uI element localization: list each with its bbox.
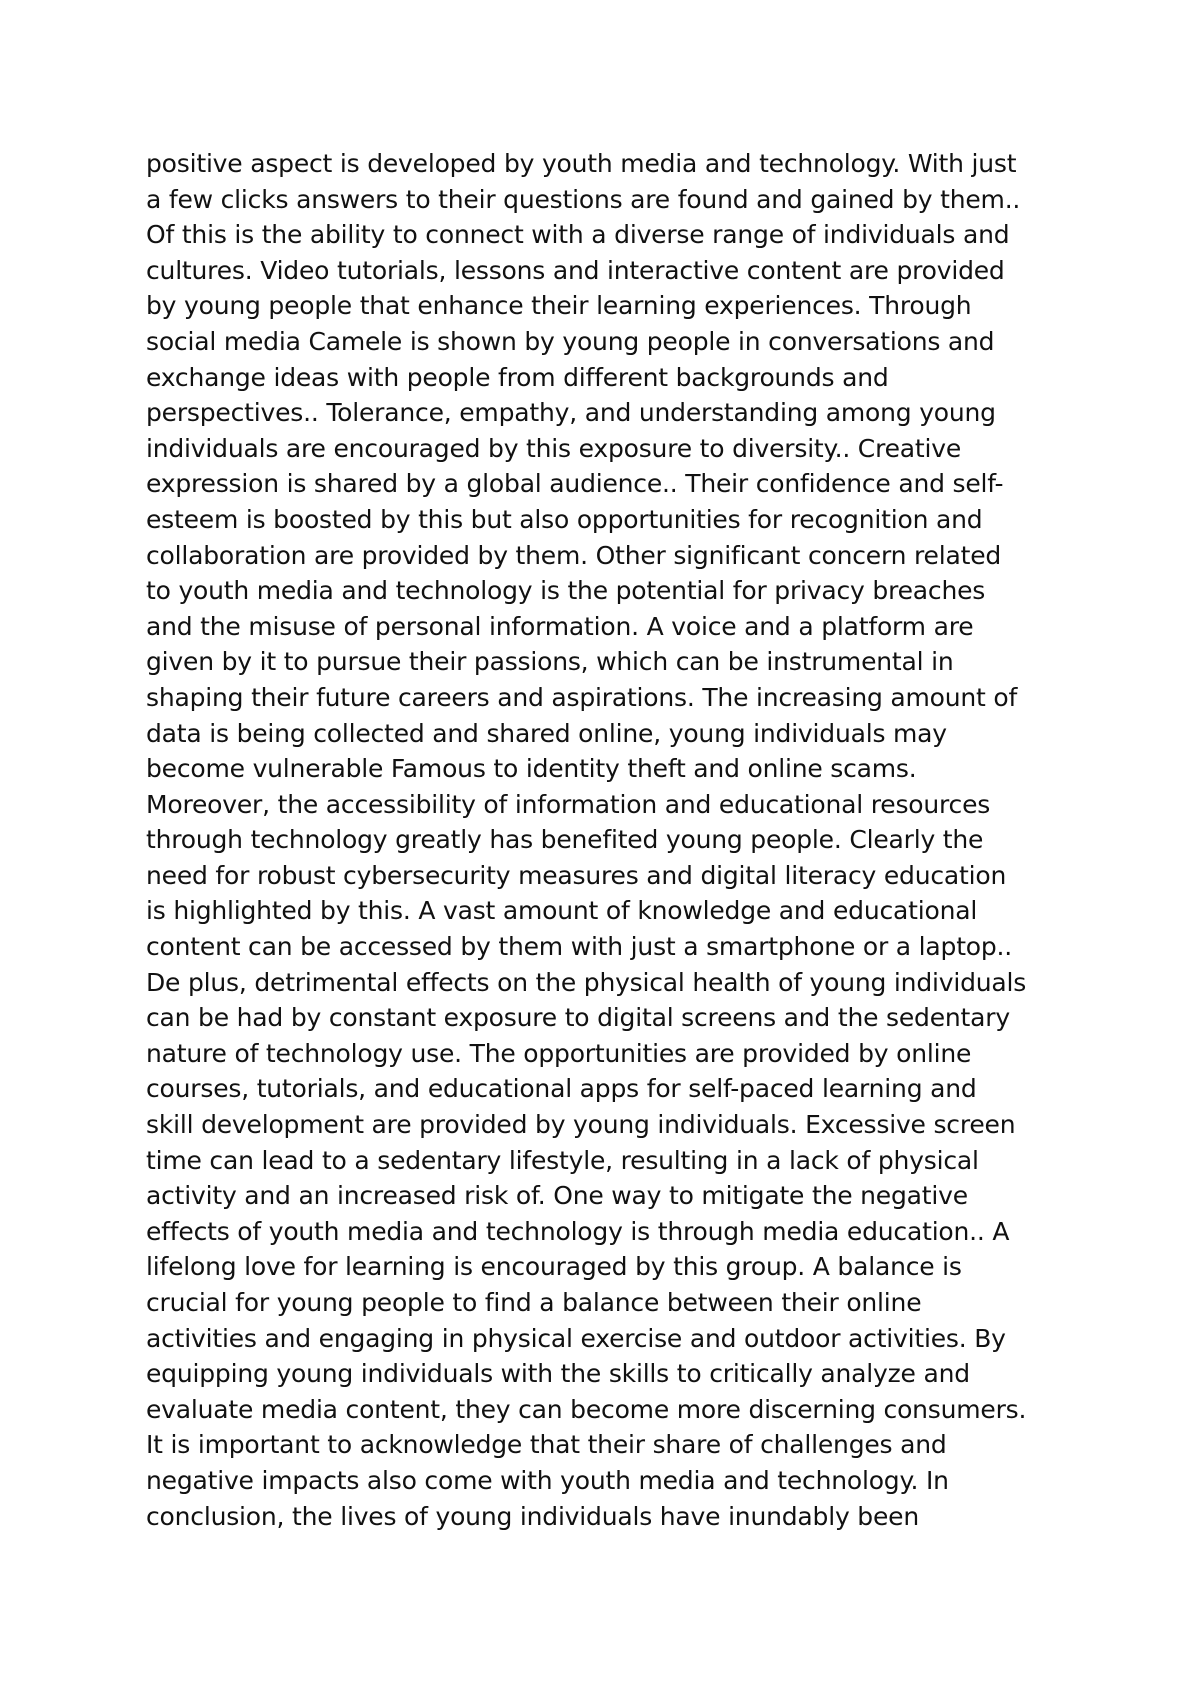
- text-line: by young people that enhance their learning experiences. Through: [146, 291, 972, 321]
- text-line: need for robust cybersecurity measures and digital literacy education: [146, 860, 1007, 890]
- text-line: through technology greatly has benefited young people. Clearly the: [146, 825, 984, 855]
- text-line: content can be accessed by them with just a smartphone or a laptop..: [146, 932, 1013, 962]
- text-line: positive aspect is developed by youth media and technology. With just: [146, 149, 1017, 178]
- text-line: time can lead to a sedentary lifestyle, resulting in a lack of physical: [146, 1145, 979, 1175]
- text-line: activities and engaging in physical exercise and outdoor activities. By: [146, 1323, 1006, 1353]
- text-line: Of this is the ability to connect with a diverse range of individuals and: [146, 220, 1010, 250]
- text-line: equipping young individuals with the skills to critically analyze and: [146, 1359, 970, 1389]
- text-line: social media Camele is shown by young people in conversations and: [146, 326, 995, 356]
- text-line: esteem is boosted by this but also opportunities for recognition and: [146, 504, 983, 534]
- text-line: negative impacts also come with youth media and technology. In: [146, 1465, 949, 1495]
- text-line: evaluate media content, they can become more discerning consumers.: [146, 1394, 1027, 1424]
- text-line: conclusion, the lives of young individuals have inundably been: [146, 1501, 919, 1531]
- text-line: expression is shared by a global audience.. Their confidence and self-: [146, 469, 1004, 499]
- text-line: skill development are provided by young individuals. Excessive screen: [146, 1110, 1016, 1140]
- text-line: collaboration are provided by them. Other significant concern related: [146, 540, 1002, 570]
- text-line: De plus, detrimental effects on the physical health of young individuals: [146, 967, 1027, 997]
- text-line: is highlighted by this. A vast amount of knowledge and educational: [146, 896, 978, 926]
- text-line: exchange ideas with people from different backgrounds and: [146, 362, 889, 392]
- text-line: become vulnerable Famous to identity theft and online scams.: [146, 754, 917, 784]
- text-line: given by it to pursue their passions, which can be instrumental in: [146, 647, 954, 677]
- text-line: can be had by constant exposure to digital screens and the sedentary: [146, 1003, 1010, 1033]
- text-line: lifelong love for learning is encouraged by this group. A balance is: [146, 1252, 962, 1282]
- text-line: courses, tutorials, and educational apps for self-paced learning and: [146, 1074, 977, 1104]
- text-line: to youth media and technology is the potential for privacy breaches: [146, 576, 986, 606]
- text-line: data is being collected and shared online, young individuals may: [146, 718, 947, 748]
- text-line: Moreover, the accessibility of information and educational resources: [146, 789, 991, 819]
- body-text: [146, 146, 1096, 1534]
- text-line: crucial for young people to find a balance between their online: [146, 1288, 922, 1317]
- text-line: perspectives.. Tolerance, empathy, and understanding among young: [146, 398, 996, 428]
- text-line: cultures. Video tutorials, lessons and interactive content are provided: [146, 255, 1005, 285]
- text-line: It is important to acknowledge that their share of challenges and: [146, 1430, 947, 1460]
- text-line: a few clicks answers to their questions are found and gained by them..: [146, 184, 1021, 214]
- text-line: shaping their future careers and aspirations. The increasing amount of: [146, 682, 1018, 712]
- text-line: individuals are encouraged by this exposure to diversity.. Creative: [146, 433, 962, 463]
- text-line: and the misuse of personal information. A voice and a platform are: [146, 611, 974, 641]
- text-line: nature of technology use. The opportunities are provided by online: [146, 1038, 972, 1068]
- text-line: effects of youth media and technology is through media education.. A: [146, 1216, 1010, 1246]
- text-line: activity and an increased risk of. One way to mitigate the negative: [146, 1181, 968, 1211]
